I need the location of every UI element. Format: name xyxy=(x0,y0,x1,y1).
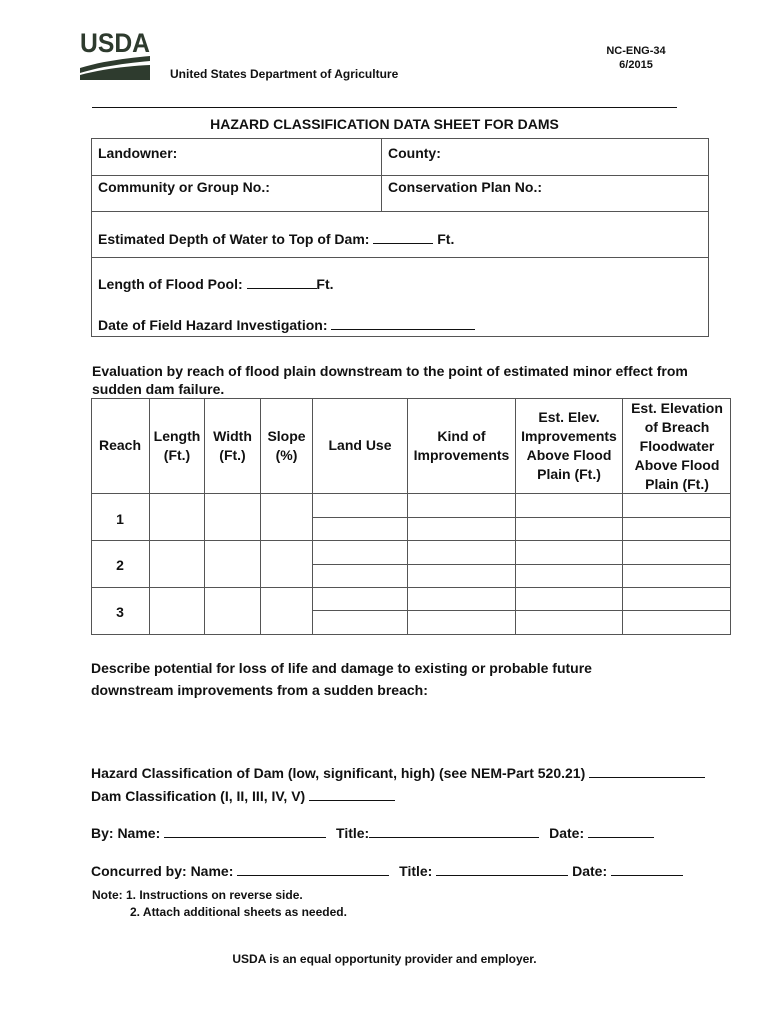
page-title: HAZARD CLASSIFICATION DATA SHEET FOR DAMS xyxy=(210,116,559,132)
header-line: Est. Elev. xyxy=(538,409,600,425)
col-reach: Reach xyxy=(98,437,142,453)
depth-blank[interactable] xyxy=(373,229,433,244)
evaluation-line: sudden dam failure. xyxy=(92,381,225,397)
usda-logo-graphic xyxy=(80,28,150,82)
info-divider xyxy=(92,211,708,212)
field-date-label: Date of Field Hazard Investigation: xyxy=(98,317,328,333)
concurred-date-label: Date: xyxy=(572,863,608,879)
by-title-label: Title: xyxy=(336,825,370,841)
flood-pool-blank[interactable] xyxy=(247,274,317,289)
dam-classification-field[interactable] xyxy=(91,786,395,805)
by-date-label: Date: xyxy=(549,825,585,841)
header-line: Plain (Ft.) xyxy=(645,476,709,492)
field-date-field[interactable] xyxy=(98,315,475,334)
info-box xyxy=(91,138,709,337)
by-name-blank[interactable] xyxy=(164,823,326,838)
field-date-blank[interactable] xyxy=(331,315,475,330)
flood-pool-unit: Ft. xyxy=(316,276,334,292)
by-line xyxy=(91,823,654,842)
col-kind xyxy=(408,427,515,465)
col-land-use: Land Use xyxy=(328,437,392,453)
header-line: Kind of xyxy=(437,428,486,444)
reach-row-3: 3 xyxy=(116,604,124,620)
header-line: Slope xyxy=(267,428,306,444)
dam-classification-label: Dam Classification (I, II, III, IV, V) xyxy=(91,788,306,804)
concurred-title-label: Title: xyxy=(399,863,433,879)
depth-unit: Ft. xyxy=(437,231,455,247)
evaluation-text xyxy=(92,362,692,398)
col-est-elev xyxy=(516,408,622,484)
hazard-classification-label: Hazard Classification of Dam (low, significant, high) (see NEM-Part 520.21) xyxy=(91,765,586,781)
notes xyxy=(92,887,347,921)
header-line: of Breach xyxy=(644,419,710,435)
col-width xyxy=(205,427,260,465)
concurred-name-label: Concurred by: Name: xyxy=(91,863,234,879)
describe-line: downstream improvements from a sudden breach: xyxy=(91,682,428,698)
svg-text:USDA: USDA xyxy=(80,28,150,58)
describe-text xyxy=(91,657,691,701)
header-line: Length xyxy=(153,428,201,444)
concurred-line xyxy=(91,861,683,880)
concurred-date-blank[interactable] xyxy=(611,861,683,876)
header-line: Improvements xyxy=(521,428,617,444)
depth-field[interactable] xyxy=(98,229,454,248)
hazard-classification-blank[interactable] xyxy=(589,763,705,778)
form-identifier xyxy=(596,44,676,72)
header-line: (%) xyxy=(275,447,298,463)
col-length xyxy=(150,427,204,465)
community-field[interactable]: Community or Group No.: xyxy=(98,179,270,195)
info-divider xyxy=(92,257,708,258)
evaluation-line: Evaluation by reach of flood plain downstream to the point of estimated minor effect from xyxy=(92,363,688,379)
reach-table xyxy=(91,398,731,635)
flood-pool-label: Length of Flood Pool: xyxy=(98,276,243,292)
form-date: 6/2015 xyxy=(619,59,653,71)
by-date-blank[interactable] xyxy=(588,823,654,838)
header-line: (Ft.) xyxy=(163,447,191,463)
usda-logo xyxy=(80,28,150,82)
header-line: Floodwater xyxy=(639,438,715,454)
title-divider xyxy=(92,107,677,108)
header-line: Width xyxy=(213,428,252,444)
header-line: Improvements xyxy=(413,447,510,463)
info-divider xyxy=(92,175,708,176)
concurred-title-blank[interactable] xyxy=(436,861,568,876)
concurred-name-blank[interactable] xyxy=(237,861,389,876)
dam-classification-blank[interactable] xyxy=(309,786,395,801)
note-line: Note: 1. Instructions on reverse side. xyxy=(92,888,303,902)
by-name-label: By: Name: xyxy=(91,825,161,841)
col-slope xyxy=(261,427,312,465)
header-line: Above Flood xyxy=(526,447,612,463)
header-line: (Ft.) xyxy=(219,447,246,463)
flood-pool-field[interactable] xyxy=(98,274,334,293)
info-column-divider xyxy=(381,139,382,211)
county-field[interactable]: County: xyxy=(388,145,441,161)
header-line: Est. Elevation xyxy=(631,400,723,416)
header-line: Plain (Ft.) xyxy=(537,466,601,482)
conservation-plan-field[interactable]: Conservation Plan No.: xyxy=(388,179,543,195)
hazard-classification-field[interactable] xyxy=(91,763,705,782)
reach-row-2: 2 xyxy=(116,557,124,573)
depth-label: Estimated Depth of Water to Top of Dam: xyxy=(98,231,370,247)
footer-statement: USDA is an equal opportunity provider and employer. xyxy=(232,952,537,966)
by-title-blank[interactable] xyxy=(369,823,539,838)
describe-line: Describe potential for loss of life and damage to existing or probable future xyxy=(91,660,592,676)
note-line: 2. Attach additional sheets as needed. xyxy=(130,905,347,919)
reach-row-1: 1 xyxy=(116,511,124,527)
agency-name: United States Department of Agriculture xyxy=(170,67,399,81)
col-breach xyxy=(623,399,731,494)
header-line: Above Flood xyxy=(634,457,720,473)
form-number: NC-ENG-34 xyxy=(606,45,666,57)
landowner-field[interactable]: Landowner: xyxy=(98,145,178,161)
